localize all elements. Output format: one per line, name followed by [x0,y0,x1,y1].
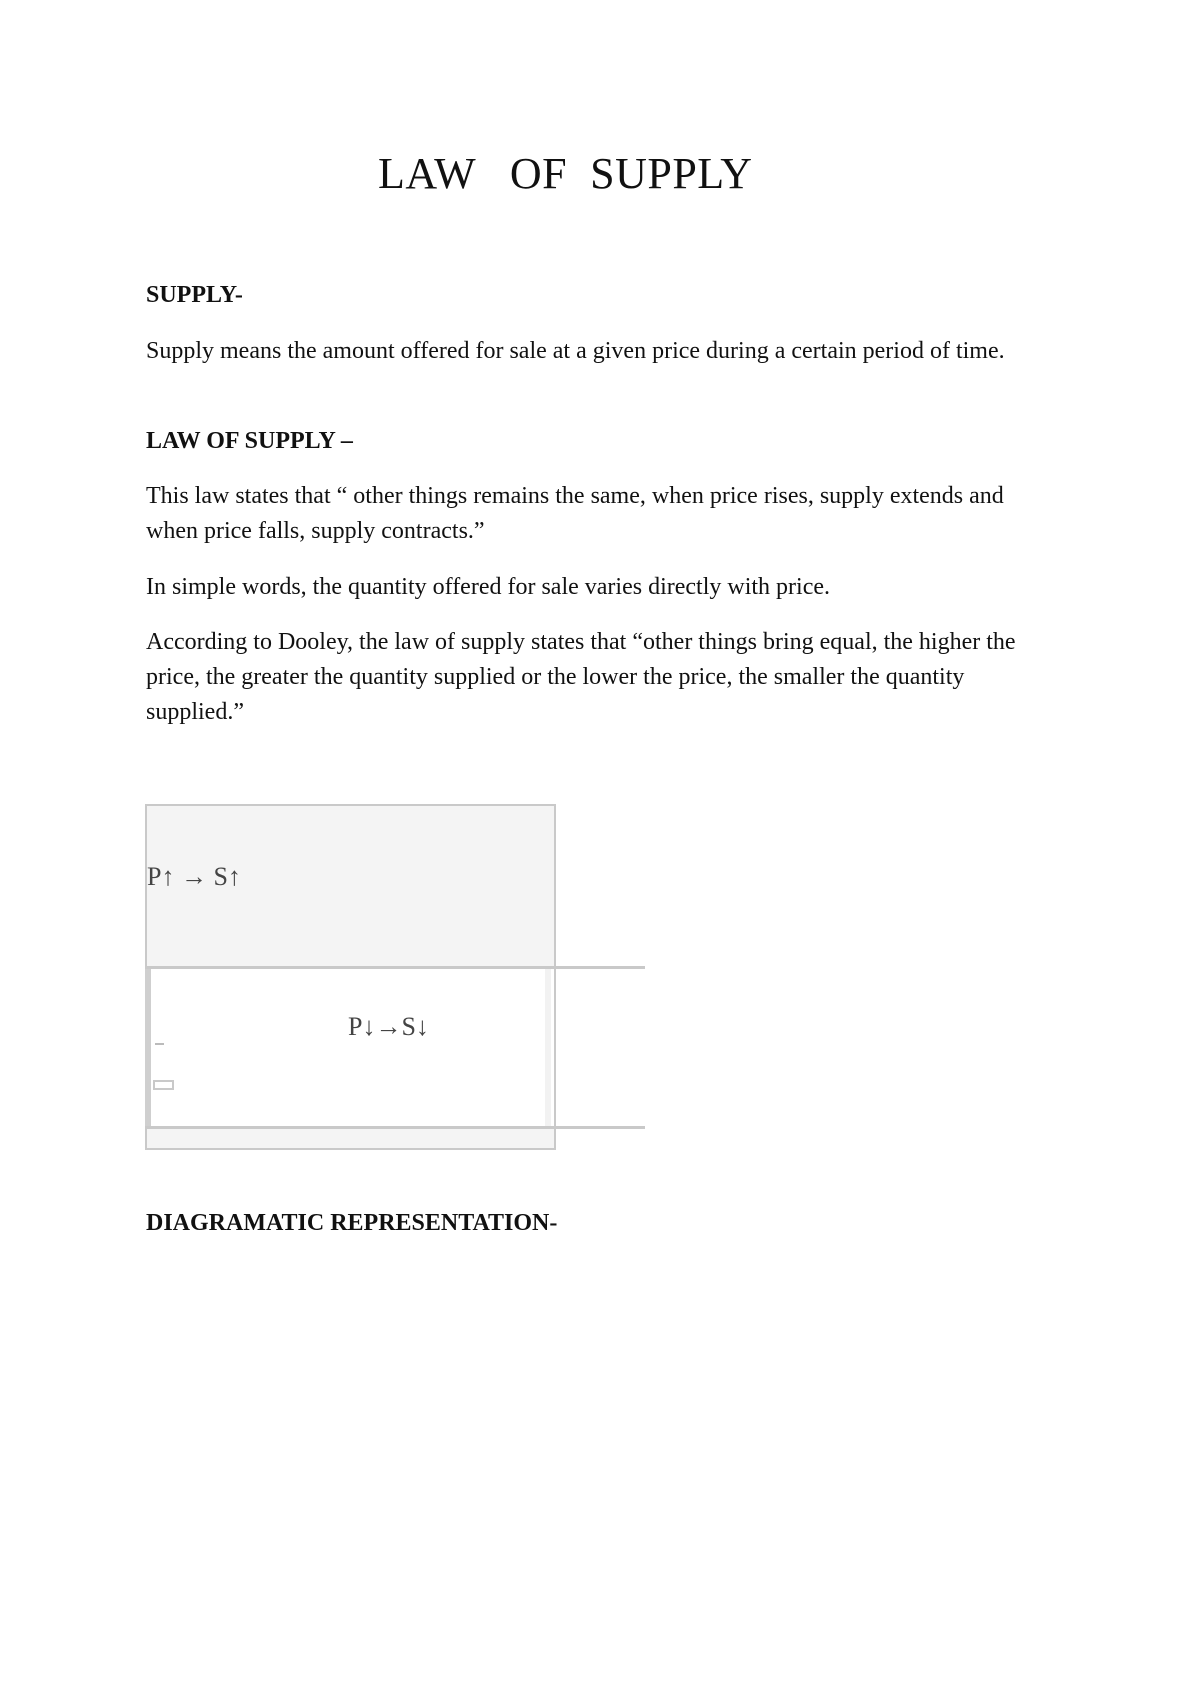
diagram-heading: DIAGRAMATIC REPRESENTATION- [146,1210,558,1236]
supply-definition: Supply means the amount offered for sale at a given price during a certain period of time. [146,338,1005,364]
document-title: LAW OF SUPPLY [378,149,753,198]
simple-words-paragraph: In simple words, the quantity offered for sale varies directly with price. [146,574,831,600]
table-row-price-down [145,969,556,1126]
dash-mark [155,1043,164,1045]
law-statement: This law states that “ other things remains the same, when price rises, supply extends and when price falls, supply contracts.” [146,483,1004,544]
dooley-quote-paragraph: According to Dooley, the law of supply states that “other things bring equal, the higher the price, the greater the quantity supplied or the lower the price, the smaller the quantity supplied.” [146,629,1016,725]
price-up-cell: P↑ → S↑ [147,862,241,891]
price-down-cell: P↓→S↓ [348,1012,429,1041]
supply-heading: SUPPLY- [146,282,243,308]
law-of-supply-heading: LAW OF SUPPLY – [146,428,353,454]
small-box-mark [153,1080,174,1090]
table-footer-row [145,1129,556,1150]
table-left-bar [145,969,151,1126]
table-right-shade [545,969,551,1126]
